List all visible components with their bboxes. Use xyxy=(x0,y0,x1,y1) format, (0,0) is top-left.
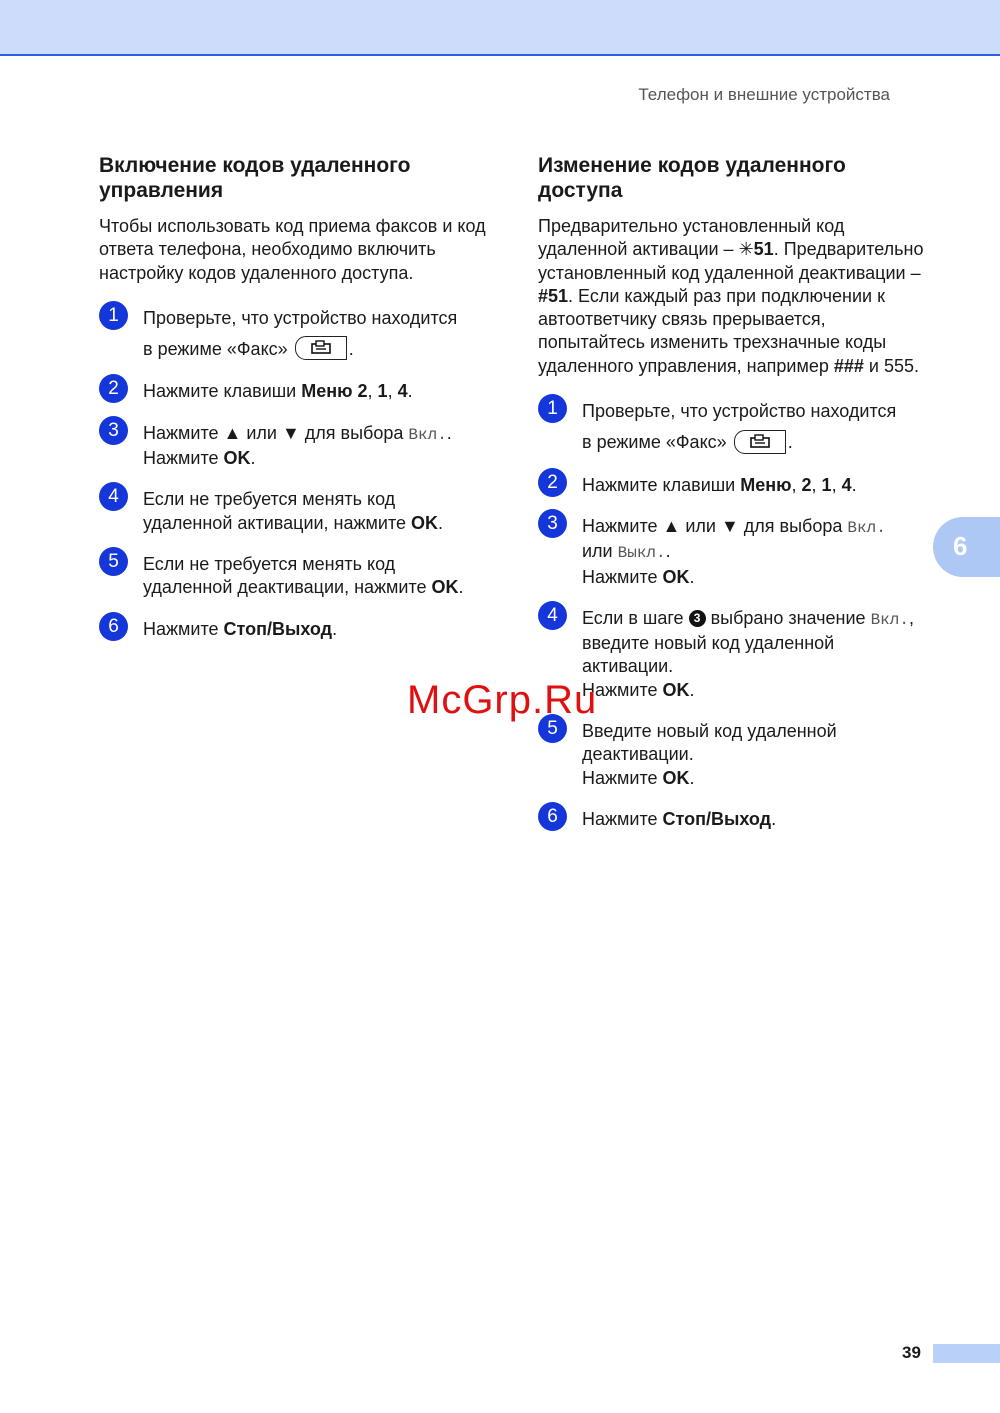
chapter-tab xyxy=(933,517,1000,577)
step-ref-icon: 3 xyxy=(689,610,706,627)
step-number: 3 xyxy=(538,509,567,538)
menu-key: Меню xyxy=(740,474,792,495)
step-number: 6 xyxy=(538,802,567,831)
section-heading: Включение кодов удаленного управления xyxy=(99,154,411,202)
key: 1 xyxy=(821,474,832,495)
step-4: 4 Если не требуется менять код удаленной активации, нажмите OK. xyxy=(99,488,489,535)
step-1 xyxy=(538,400,928,456)
stop-key: Стоп/Выход xyxy=(662,808,772,829)
step-text: Нажмите xyxy=(582,679,663,700)
lcd-value: Вкл. xyxy=(847,518,886,537)
fax-button-icon xyxy=(295,336,347,360)
intro-text: Предварительно установленный код удаленной активации – xyxy=(538,216,845,260)
key: 2 xyxy=(357,381,368,402)
ok-key: OK xyxy=(223,448,251,469)
example-code: ### xyxy=(833,355,864,376)
lcd-value: Вкл. xyxy=(408,425,447,444)
ok-key: OK xyxy=(662,679,690,700)
key: 4 xyxy=(841,474,852,495)
step-number: 2 xyxy=(99,374,128,403)
step-4: 4 Если в шаге 3 выбрано значение Вкл., введите новый код удаленной активации. Нажмите OK. xyxy=(538,607,928,702)
step-text: в режиме «Факс» xyxy=(143,339,288,360)
punct: . xyxy=(787,432,793,453)
step-6: 6 Нажмите Стоп/Выход. xyxy=(99,618,489,641)
chapter-number: 6 xyxy=(953,531,968,561)
header-band xyxy=(0,0,1000,56)
step-number: 4 xyxy=(99,482,128,511)
step-6: 6 Нажмите Стоп/Выход. xyxy=(538,808,928,831)
lcd-value: Вкл. xyxy=(870,610,909,629)
intro-text: Предварительно установленный код удаленной деактивации – xyxy=(538,239,924,283)
step-3: 3 Нажмите ▲ или ▼ для выбора Вкл. или Выкл.. Нажмите OK. xyxy=(538,515,928,589)
key: 1 xyxy=(377,381,388,402)
ok-key: OK xyxy=(411,512,439,533)
intro-text: и 555. xyxy=(863,355,919,376)
step-text: Нажмите ▲ или ▼ для выбора xyxy=(143,422,409,443)
step-number: 2 xyxy=(538,468,567,497)
page-number: 39 xyxy=(902,1343,921,1362)
step-text: Нажмите ▲ или ▼ для выбора xyxy=(582,515,848,536)
step-1 xyxy=(99,304,489,363)
step-text: Проверьте, что устройство находится xyxy=(582,401,897,422)
step-text: в режиме «Факс» xyxy=(582,432,727,453)
step-text: или xyxy=(582,541,618,562)
step-2: 2 Нажмите клавиши Меню 2, 1, 4. xyxy=(99,380,489,403)
step-text: Нажмите xyxy=(582,767,663,788)
step-text: Нажмите xyxy=(143,448,224,469)
step-text: Нажмите xyxy=(582,566,663,587)
menu-key: Меню xyxy=(301,381,353,402)
step-text: Проверьте, что устройство находится xyxy=(143,307,458,328)
step-number: 3 xyxy=(99,416,128,445)
watermark: McGrp.Ru xyxy=(407,678,598,722)
step-number: 1 xyxy=(538,394,567,423)
deactivation-code: #51 xyxy=(538,285,569,306)
left-column xyxy=(99,153,489,659)
step-text: Введите новый код удаленной деактивации. xyxy=(582,721,837,765)
step-text: Нажмите xyxy=(143,618,224,639)
step-number: 6 xyxy=(99,612,128,641)
right-column xyxy=(538,153,928,849)
step-2: 2 Нажмите клавиши Меню, 2, 1, 4. xyxy=(538,474,928,497)
ok-key: OK xyxy=(662,767,690,788)
step-text: Нажмите клавиши xyxy=(582,474,741,495)
step-text: , введите новый код удаленной активации. xyxy=(582,607,914,677)
key: 2 xyxy=(801,474,812,495)
step-text: Нажмите клавиши xyxy=(143,381,302,402)
step-5: 5 Если не требуется менять код удаленной деактивации, нажмите OK. xyxy=(99,553,489,600)
step-5: 5 Введите новый код удаленной деактивации. Нажмите OK. xyxy=(538,720,928,790)
step-text: Нажмите xyxy=(582,808,663,829)
punct: . xyxy=(348,339,354,360)
intro-text: . Если каждый раз при подключении к автоответчику связь прерывается, попытайтесь изменить трехзначные коды удаленного управления, например xyxy=(538,285,887,376)
ok-key: OK xyxy=(431,577,459,598)
punct: . xyxy=(665,541,671,562)
stop-key: Стоп/Выход xyxy=(223,618,333,639)
step-3: 3 Нажмите ▲ или ▼ для выбора Вкл.. Нажмите OK. xyxy=(99,422,489,471)
activation-code: ✳51 xyxy=(738,239,774,260)
running-head: Телефон и внешние устройства xyxy=(638,85,890,104)
page-number-bar xyxy=(933,1344,1000,1363)
step-number: 1 xyxy=(99,301,128,330)
step-text: выбрано значение xyxy=(705,607,871,628)
fax-button-icon xyxy=(734,430,786,454)
intro-paragraph: Предварительно установленный код удаленной активации – ✳51. Предварительно установленный код удаленной деактивации – #51. Если каждый раз при подключении к автоответчику связь прерывается, попытайтесь изменить трехзначные коды удаленного управления, например ### и 555. xyxy=(538,216,924,376)
ok-key: OK xyxy=(662,566,690,587)
step-number: 5 xyxy=(99,547,128,576)
step-text: Если в шаге xyxy=(582,607,689,628)
punct: . xyxy=(446,422,452,443)
section-heading: Изменение кодов удаленного доступа xyxy=(538,154,846,202)
step-number: 5 xyxy=(538,714,567,743)
intro-paragraph: Чтобы использовать код приема факсов и код ответа телефона, необходимо включить настройку кодов удаленного доступа. xyxy=(99,216,486,283)
step-text: Если не требуется менять код удаленной активации, нажмите xyxy=(143,489,412,533)
step-text: Если не требуется менять код удаленной деактивации, нажмите xyxy=(143,553,432,598)
key: 4 xyxy=(397,381,408,402)
lcd-value: Выкл. xyxy=(617,544,666,563)
step-number: 4 xyxy=(538,601,567,630)
